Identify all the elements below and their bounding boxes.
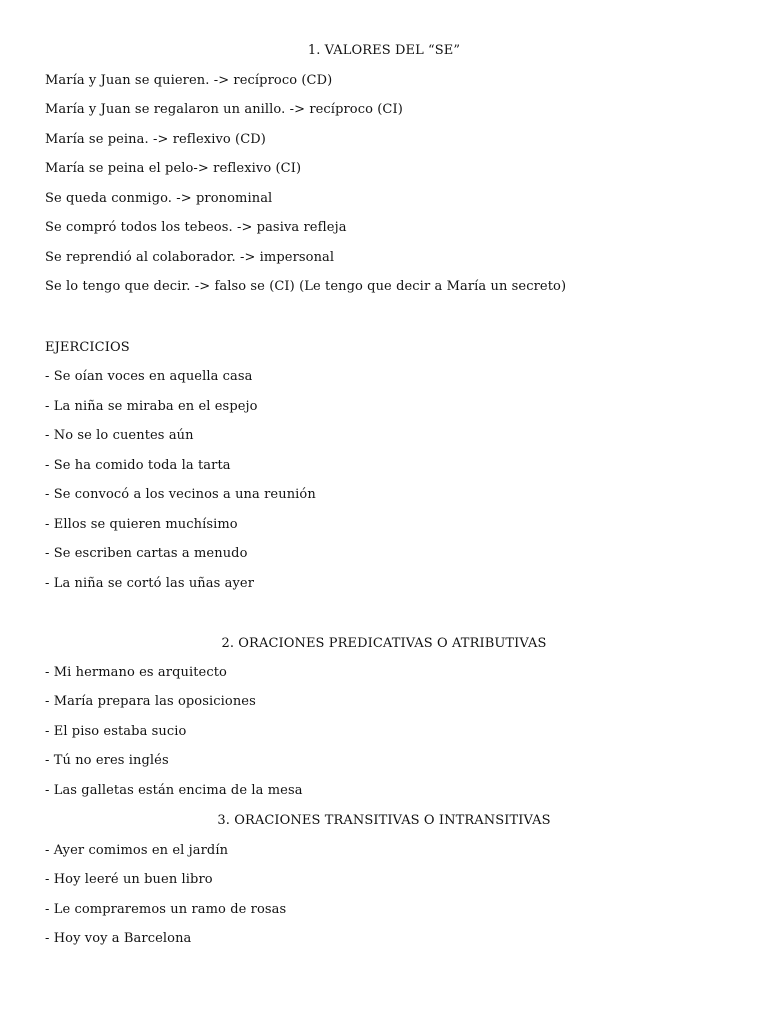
exercise-item: - Ellos se quieren muchísimo <box>45 517 238 532</box>
section-1-line: María y Juan se quieren. -> recíproco (CD) <box>45 73 333 88</box>
exercise-item: - La niña se cortó las uñas ayer <box>45 576 255 591</box>
section-2-item: - Las galletas están encima de la mesa <box>45 783 303 798</box>
section-2-item: - María prepara las oposiciones <box>45 694 256 709</box>
section-3-item: - Le compraremos un ramo de rosas <box>45 902 287 917</box>
exercise-item: - La niña se miraba en el espejo <box>45 399 258 414</box>
exercise-item: - Se convocó a los vecinos a una reunión <box>45 487 316 502</box>
section-2-item: - Mi hermano es arquitecto <box>45 665 227 680</box>
exercise-item: - No se lo cuentes aún <box>45 428 194 443</box>
section-1-line: Se queda conmigo. -> pronominal <box>45 191 273 206</box>
exercise-item: - Se escriben cartas a menudo <box>45 546 248 561</box>
section-1-heading: 1. VALORES DEL “SE” <box>307 43 461 58</box>
section-1-line: Se compró todos los tebeos. -> pasiva refleja <box>45 220 347 235</box>
section-1-line: María y Juan se regalaron un anillo. -> recíproco (CI) <box>45 102 403 117</box>
section-1-line: María se peina el pelo-> reflexivo (CI) <box>45 161 302 176</box>
exercise-item: - Se ha comido toda la tarta <box>45 458 231 473</box>
exercise-item: - Se oían voces en aquella casa <box>45 369 253 384</box>
section-2-heading: 2. ORACIONES PREDICATIVAS O ATRIBUTIVAS <box>221 636 547 651</box>
section-2-item: - El piso estaba sucio <box>45 724 187 739</box>
section-3-item: - Ayer comimos en el jardín <box>45 843 229 858</box>
section-3-item: - Hoy leeré un buen libro <box>45 872 213 887</box>
section-2-item: - Tú no eres inglés <box>45 753 169 768</box>
section-1-line: Se lo tengo que decir. -> falso se (CI) (Le tengo que decir a María un secreto) <box>45 279 567 294</box>
section-1-line: Se reprendió al colaborador. -> impersonal <box>45 250 335 265</box>
section-1-line: María se peina. -> reflexivo (CD) <box>45 132 266 147</box>
section-3-heading: 3. ORACIONES TRANSITIVAS O INTRANSITIVAS <box>217 813 551 828</box>
exercises-heading: EJERCICIOS <box>45 340 130 355</box>
section-3-item: - Hoy voy a Barcelona <box>45 931 192 946</box>
